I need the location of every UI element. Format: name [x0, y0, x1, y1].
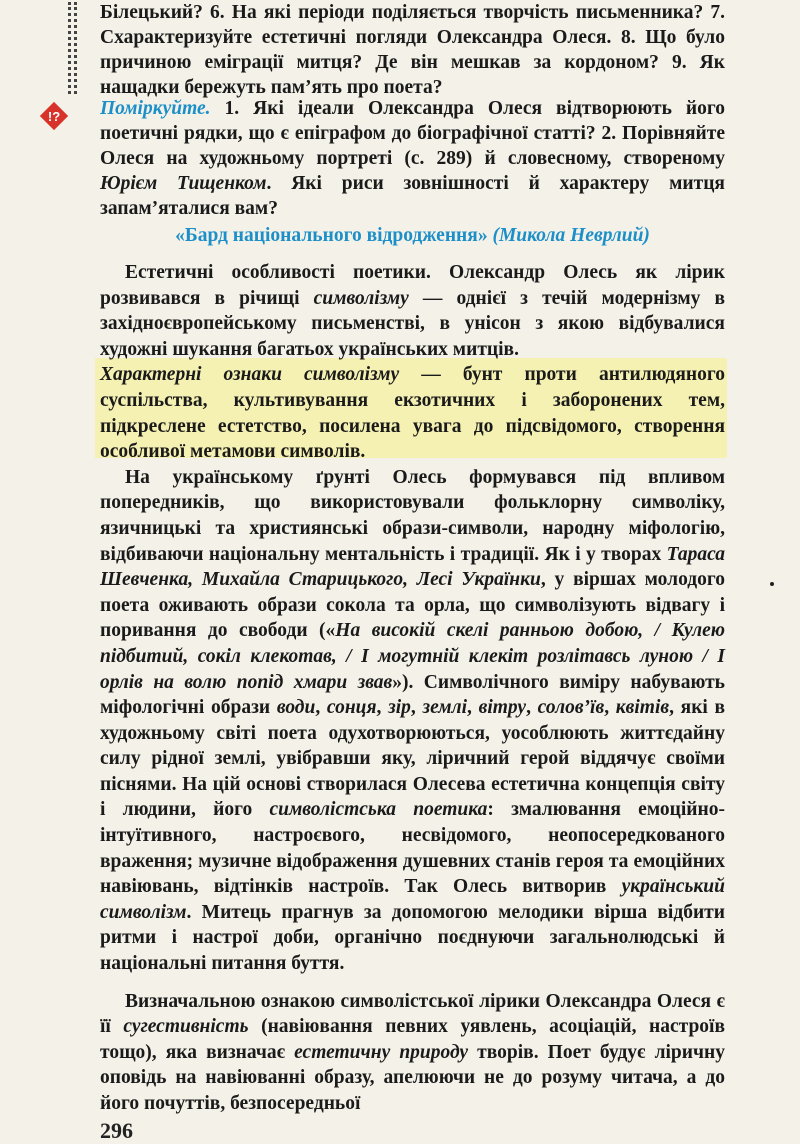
- p4-text: Визначальною ознакою символістської лірики Олександра Олеся є її: [100, 990, 725, 1038]
- p4-emphasis: естетичну природу: [294, 1041, 469, 1063]
- p3-emphasis: український символізм: [100, 876, 725, 923]
- p1-text: Олександр Олесь як лірик розвивався в річищі: [100, 262, 725, 309]
- questions-line-2: 7. Схарактеризуйте естетичні погляди Олександра Олеся. 8. Що було причиною еміграції митця? Де він мешкав за кордоном? 9. Як нащадки бережуть пам’ять про поета?: [100, 2, 725, 98]
- p2-emphasis: Характерні ознаки символізму: [100, 364, 400, 386]
- think-title: Поміркуйте.: [100, 98, 211, 119]
- paragraph-symbolism-traits: [100, 362, 725, 464]
- p3-emphasis: символістська поетика: [269, 799, 488, 821]
- p1-text: — однієї з течій модернізму в західноєвропейському письменстві, в унісон з якою відбувалися художні шукання багатьох українських митців.: [100, 287, 726, 360]
- page-number: 296: [100, 1118, 133, 1143]
- p3-image-word: вітру: [478, 697, 527, 719]
- margin-dotted-bar: [74, 2, 80, 94]
- p4-emphasis: сугестивність: [123, 1016, 249, 1038]
- p3-image-word: солов’їв: [537, 697, 605, 719]
- think-author: Юрієм Тищенком: [100, 173, 267, 194]
- print-speck: [770, 582, 774, 586]
- p1-lead: Естетичні особливості поетики.: [125, 262, 431, 283]
- p3-text: »). Символічного виміру набувають міфологічні образи: [100, 671, 725, 719]
- article-body: [100, 260, 725, 1117]
- p4-text: творів. Поет будує ліричну оповідь на навіюванні образу, апелюючи не до розуму читача, а до його почуттів, безпосередньої: [100, 1041, 725, 1114]
- heading-author: (Микола Неврлий): [492, 225, 650, 246]
- p1-emphasis: символізму: [313, 287, 409, 309]
- think-text-1: 1. Які ідеали Олександра Олеся відтворюють його поетичні рядки, що є епіграфом до біографічної статті? 2. Порівняйте Олеся на художньому портреті (с. 289) й словесному, створеному: [100, 98, 725, 169]
- p3-image-word: квітів: [615, 697, 670, 719]
- paragraph-influences: На українському ґрунті Олесь формувався під впливом попередників, що використовували фольклорну символіку, язичницькі та християнські образи-символи, народну міфологію, відбиваючи національну ментальність і традиції. Як і у творах Тараса Шевченка, Михайла Старицького, Лесі Українки, у віршах молодого поета оживають образи сокола та орла, що символізують відвагу і поривання до свободи («На високій скелі ранньою добою, / Кулею підбитий, сокіл клекотав, / І могутній клекіт розлітавсь луною / І орлів на волю попід хмари звав»). Символічного виміру набувають міфологічні образи води, сонця, зір, землі, вітру, солов’їв, квітів, які в художньому світі поета одухотворюються, уособлюють життєдайну силу рідної землі, увібравши яку, ліричний герой віддячує своїми піснями. На цій основі створилася Олесева естетична концепція світу і людини, його символістська поетика: змалювання емоційно-інтуїтивного, настроєвого, несвідомого, неопосередкованого враження; музичне відображення душевних станів героя та емоційних навіювань, відтінків настроїв. Так Олесь витворив український символізм. Митець прагнув за допомогою мелодики вірша відбити ритми і настрої доби, органічно поєднуючи загальнолюдські й національні питання буття.: [100, 466, 726, 975]
- paragraph-aesthetics: [100, 260, 725, 362]
- p3-text: , які в художньому світі поета одухотворюються, уособлюють життєдайну силу рідної землі, увібравши яку, ліричний герой віддячує своїми піснями. На цій основі створилася Олесева естетична концепція світу і людини, його: [100, 697, 726, 821]
- review-questions: [100, 0, 725, 100]
- p3-image-word: зір: [388, 697, 411, 719]
- p3-image-word: сонця: [326, 697, 377, 719]
- p3-image-word: землі: [422, 697, 468, 719]
- questions-line-1: Білецький? 6. На які періоди поділяється творчість письменника?: [100, 2, 704, 23]
- p3-poem-quote: На високій скелі ранньою добою, / Кулею підбитий, сокіл клекотав, / І могутній клекіт розлітавсь луною / І орлів на волю попід хмари звав: [100, 620, 725, 693]
- p2-text: — бунт проти антилюдяного суспільства, культивування екзотичних і заборонених тем, підкреслене естетство, посилена увага до підсвідомого, створення особливої метамови символів.: [100, 364, 725, 463]
- section-heading: [100, 222, 725, 250]
- think-text-2: . Які риси зовнішності й характеру митця запам’яталися вам?: [100, 173, 725, 219]
- p3-authors: Тараса Шевченка, Михайла Старицького, Лесі Українки: [100, 543, 725, 591]
- heading-title: «Бард національного відродження»: [175, 225, 488, 246]
- p3-text: На українському ґрунті Олесь формувався під впливом попередників, що використовували фольклорну символіку, язичницькі та християнські образи-символи, народну міфологію, відбиваючи національну ментальність і традиції. Як і у творах: [100, 466, 725, 565]
- think-icon-label: !?: [47, 109, 61, 124]
- p3-text: . Митець прагнув за допомогою мелодики вірша відбити ритми і настрої доби, органічно поєднуючи загальнолюдські й національні питання буття.: [100, 901, 725, 975]
- think-icon: [38, 100, 70, 132]
- p4-text: (навіювання певних уявлень, асоціацій, настроїв тощо), яка визначає: [100, 1016, 725, 1063]
- paragraph-suggestiveness: [100, 989, 725, 1117]
- p3-text: : змалювання емоційно-інтуїтивного, настроєвого, несвідомого, неопосередкованого враження; музичне відображення душевних станів героя та емоційних навіювань, відтінків настроїв. Так Олесь витворив: [100, 799, 725, 898]
- p3-image-word: води: [276, 697, 316, 719]
- p3-text: , у віршах молодого поета оживають образи сокола та орла, що символізують відвагу і поривання до свободи («: [100, 569, 725, 642]
- think-task: [100, 96, 725, 221]
